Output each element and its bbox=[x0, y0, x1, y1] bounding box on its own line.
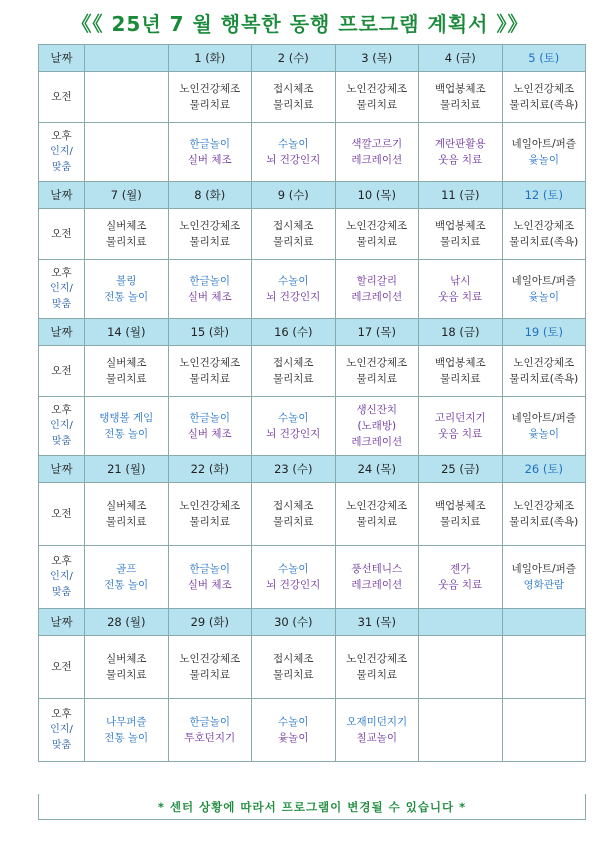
pm-cell bbox=[502, 123, 586, 182]
am-activity: 물리치료 bbox=[272, 236, 314, 248]
am-label: 오전 bbox=[39, 209, 85, 260]
pm-activity: 한글놀이 bbox=[189, 563, 231, 575]
pm-activity: 실버 체조 bbox=[187, 291, 232, 303]
am-activity: 실버체조 bbox=[105, 357, 147, 369]
pm-activity: 생신잔치 bbox=[356, 404, 398, 416]
am-activity: 접시체조 bbox=[272, 83, 314, 95]
am-activity: 노인건강체조 bbox=[179, 357, 241, 369]
am-activity: 물리치료 bbox=[272, 669, 314, 681]
pm-activity: 오재미던지기 bbox=[346, 716, 408, 728]
am-cell bbox=[335, 72, 419, 123]
am-activity: 물리치료 bbox=[356, 669, 398, 681]
date-cell: 30 (수) bbox=[252, 609, 336, 636]
pm-activity: 웃음 치료 bbox=[438, 579, 483, 591]
pm-activity: 실버 체조 bbox=[187, 579, 232, 591]
am-cell bbox=[419, 209, 503, 260]
date-cell: 22 (화) bbox=[168, 456, 252, 483]
pm-activity: 뇌 건강인지 bbox=[266, 291, 321, 303]
pm-activity: 볼링 bbox=[116, 275, 137, 287]
pm-row bbox=[39, 699, 586, 762]
pm-activity: 계란판활용 bbox=[434, 138, 486, 150]
date-cell: 1 (화) bbox=[168, 45, 252, 72]
date-cell: 31 (목) bbox=[335, 609, 419, 636]
am-activity: 노인건강체조 bbox=[346, 357, 408, 369]
pm-cell bbox=[168, 546, 252, 609]
pm-activity: 실버 체조 bbox=[187, 154, 232, 166]
am-label: 오전 bbox=[39, 346, 85, 397]
pm-sublabel: 인지/ bbox=[50, 283, 73, 294]
am-activity: 물리치료 bbox=[356, 99, 398, 111]
date-cell: 26 (토) bbox=[502, 456, 586, 483]
pm-activity: 네일아트/퍼즐 bbox=[511, 275, 576, 287]
am-activity: 물리치료 bbox=[439, 99, 481, 111]
am-cell bbox=[502, 346, 586, 397]
pm-sublabel: 인지/ bbox=[50, 146, 73, 157]
am-cell bbox=[168, 636, 252, 699]
am-activity: 노인건강체조 bbox=[513, 357, 575, 369]
date-cell: 5 (토) bbox=[502, 45, 586, 72]
date-label: 날짜 bbox=[39, 456, 85, 483]
am-cell bbox=[335, 636, 419, 699]
am-cell bbox=[168, 346, 252, 397]
pm-activity: 뇌 건강인지 bbox=[266, 428, 321, 440]
date-cell: 16 (수) bbox=[252, 319, 336, 346]
am-activity: 노인건강체조 bbox=[513, 220, 575, 232]
am-activity: 물리치료 bbox=[189, 373, 231, 385]
date-cell: 3 (목) bbox=[335, 45, 419, 72]
pm-cell bbox=[335, 699, 419, 762]
am-cell bbox=[85, 346, 169, 397]
pm-sublabel: 인지/ bbox=[50, 420, 73, 431]
pm-activity: 수놀이 bbox=[278, 138, 309, 150]
am-cell bbox=[335, 346, 419, 397]
pm-activity: 윷놀이 bbox=[528, 428, 559, 440]
pm-row bbox=[39, 260, 586, 319]
am-cell bbox=[419, 483, 503, 546]
pm-cell bbox=[85, 123, 169, 182]
pm-activity: 칠교놀이 bbox=[356, 732, 398, 744]
pm-row bbox=[39, 397, 586, 456]
date-cell: 10 (목) bbox=[335, 182, 419, 209]
date-row bbox=[39, 319, 586, 346]
am-activity: 노인건강체조 bbox=[513, 83, 575, 95]
date-cell bbox=[502, 609, 586, 636]
am-cell bbox=[85, 72, 169, 123]
am-row bbox=[39, 209, 586, 260]
page-title: 《《 25년 7 월 행복한 동행 프로그램 계획서 》》 bbox=[71, 12, 529, 36]
pm-activity: 네일아트/퍼즐 bbox=[511, 412, 576, 424]
pm-label bbox=[39, 546, 85, 609]
pm-label bbox=[39, 397, 85, 456]
pm-activity: 영화관람 bbox=[523, 579, 565, 591]
pm-activity: 레크레이션 bbox=[351, 154, 403, 166]
pm-activity: 수놀이 bbox=[278, 716, 309, 728]
am-cell bbox=[419, 636, 503, 699]
pm-activity: 전통 놀이 bbox=[104, 579, 149, 591]
pm-activity: 색깔고르기 bbox=[351, 138, 403, 150]
pm-cell bbox=[252, 397, 336, 456]
am-label: 오전 bbox=[39, 483, 85, 546]
pm-activity: 네일아트/퍼즐 bbox=[511, 563, 576, 575]
am-activity: 물리치료 bbox=[272, 99, 314, 111]
pm-cell bbox=[335, 123, 419, 182]
pm-cell bbox=[252, 699, 336, 762]
pm-activity: 뇌 건강인지 bbox=[266, 154, 321, 166]
am-cell bbox=[168, 209, 252, 260]
pm-activity: 전통 놀이 bbox=[104, 428, 149, 440]
am-activity: 물리치료(족욕) bbox=[509, 99, 579, 111]
am-cell bbox=[502, 483, 586, 546]
pm-label bbox=[39, 123, 85, 182]
pm-activity: 윷놀이 bbox=[528, 154, 559, 166]
pm-activity: 나무퍼즐 bbox=[105, 716, 147, 728]
date-cell: 14 (월) bbox=[85, 319, 169, 346]
am-cell bbox=[252, 209, 336, 260]
date-cell: 11 (금) bbox=[419, 182, 503, 209]
am-row bbox=[39, 72, 586, 123]
pm-activity: 수놀이 bbox=[278, 275, 309, 287]
am-activity: 물리치료 bbox=[272, 516, 314, 528]
am-activity: 물리치료 bbox=[439, 373, 481, 385]
pm-cell bbox=[335, 397, 419, 456]
am-row bbox=[39, 346, 586, 397]
pm-cell bbox=[335, 260, 419, 319]
am-activity: 접시체조 bbox=[272, 653, 314, 665]
pm-cell bbox=[85, 260, 169, 319]
date-cell: 28 (월) bbox=[85, 609, 169, 636]
am-activity: 물리치료 bbox=[272, 373, 314, 385]
date-cell: 12 (토) bbox=[502, 182, 586, 209]
date-cell: 19 (토) bbox=[502, 319, 586, 346]
date-cell: 25 (금) bbox=[419, 456, 503, 483]
date-cell bbox=[419, 609, 503, 636]
am-activity: 물리치료 bbox=[439, 516, 481, 528]
pm-label bbox=[39, 260, 85, 319]
am-activity: 노인건강체조 bbox=[179, 83, 241, 95]
pm-activity: 윷놀이 bbox=[528, 291, 559, 303]
pm-activity: 한글놀이 bbox=[189, 275, 231, 287]
pm-cell bbox=[168, 699, 252, 762]
pm-activity: 탱탱볼 게임 bbox=[99, 412, 154, 424]
date-cell: 2 (수) bbox=[252, 45, 336, 72]
pm-cell bbox=[502, 546, 586, 609]
pm-activity: 할리갈리 bbox=[356, 275, 398, 287]
pm-activity: 한글놀이 bbox=[189, 138, 231, 150]
date-row bbox=[39, 182, 586, 209]
am-activity: 노인건강체조 bbox=[346, 500, 408, 512]
am-activity: 노인건강체조 bbox=[179, 500, 241, 512]
am-cell bbox=[502, 209, 586, 260]
pm-row bbox=[39, 123, 586, 182]
date-cell bbox=[85, 45, 169, 72]
am-activity: 물리치료 bbox=[356, 373, 398, 385]
pm-activity: 투호던지기 bbox=[184, 732, 236, 744]
am-activity: 백업봉체조 bbox=[434, 220, 486, 232]
am-cell bbox=[168, 72, 252, 123]
pm-row bbox=[39, 546, 586, 609]
pm-sublabel: 맞춤 bbox=[51, 740, 72, 751]
am-activity: 물리치료(족욕) bbox=[509, 516, 579, 528]
am-row bbox=[39, 483, 586, 546]
date-row bbox=[39, 45, 586, 72]
am-activity: 물리치료 bbox=[189, 669, 231, 681]
footer-notice: * 센터 상황에 따라서 프로그램이 변경될 수 있습니다 * bbox=[38, 794, 586, 820]
am-activity: 실버체조 bbox=[105, 220, 147, 232]
am-activity: 실버체조 bbox=[105, 653, 147, 665]
pm-cell bbox=[502, 260, 586, 319]
pm-cell bbox=[168, 260, 252, 319]
am-label: 오전 bbox=[39, 636, 85, 699]
date-cell: 18 (금) bbox=[419, 319, 503, 346]
am-activity: 접시체조 bbox=[272, 500, 314, 512]
pm-activity: 한글놀이 bbox=[189, 716, 231, 728]
pm-activity: 레크레이션 bbox=[351, 291, 403, 303]
pm-sublabel: 맞춤 bbox=[51, 436, 72, 447]
pm-cell bbox=[502, 699, 586, 762]
pm-activity: 고리던지기 bbox=[434, 412, 486, 424]
pm-activity: 젠가 bbox=[450, 563, 471, 575]
pm-cell bbox=[168, 397, 252, 456]
pm-cell bbox=[502, 397, 586, 456]
pm-cell bbox=[85, 699, 169, 762]
am-activity: 접시체조 bbox=[272, 357, 314, 369]
date-cell: 23 (수) bbox=[252, 456, 336, 483]
am-activity: 백업봉체조 bbox=[434, 83, 486, 95]
pm-cell bbox=[335, 546, 419, 609]
pm-activity: 웃음 치료 bbox=[438, 428, 483, 440]
pm-activity: 골프 bbox=[116, 563, 137, 575]
am-activity: 접시체조 bbox=[272, 220, 314, 232]
am-activity: 물리치료 bbox=[189, 516, 231, 528]
am-activity: 노인건강체조 bbox=[179, 220, 241, 232]
pm-activity: 전통 놀이 bbox=[104, 291, 149, 303]
am-activity: 물리치료 bbox=[439, 236, 481, 248]
am-activity: 백업봉체조 bbox=[434, 500, 486, 512]
am-cell bbox=[85, 209, 169, 260]
am-activity: 물리치료 bbox=[356, 236, 398, 248]
pm-label-text: 오후 bbox=[51, 130, 72, 142]
am-cell bbox=[252, 636, 336, 699]
am-cell bbox=[252, 483, 336, 546]
pm-label-text: 오후 bbox=[51, 404, 72, 416]
am-activity: 물리치료 bbox=[105, 669, 147, 681]
am-cell bbox=[85, 636, 169, 699]
am-cell bbox=[335, 483, 419, 546]
am-cell bbox=[168, 483, 252, 546]
date-cell: 17 (목) bbox=[335, 319, 419, 346]
pm-sublabel: 맞춤 bbox=[51, 299, 72, 310]
pm-sublabel: 인지/ bbox=[50, 571, 73, 582]
am-cell bbox=[335, 209, 419, 260]
pm-activity: 한글놀이 bbox=[189, 412, 231, 424]
am-cell bbox=[252, 346, 336, 397]
date-label: 날짜 bbox=[39, 609, 85, 636]
pm-cell bbox=[419, 397, 503, 456]
am-cell bbox=[502, 636, 586, 699]
pm-cell bbox=[252, 123, 336, 182]
date-cell: 7 (월) bbox=[85, 182, 169, 209]
pm-cell bbox=[85, 546, 169, 609]
pm-activity: 실버 체조 bbox=[187, 428, 232, 440]
pm-label-text: 오후 bbox=[51, 708, 72, 720]
pm-activity: 뇌 건강인지 bbox=[266, 579, 321, 591]
date-cell: 4 (금) bbox=[419, 45, 503, 72]
pm-cell bbox=[252, 546, 336, 609]
am-row bbox=[39, 636, 586, 699]
pm-activity: 풍선테니스 bbox=[351, 563, 403, 575]
date-cell: 29 (화) bbox=[168, 609, 252, 636]
pm-cell bbox=[168, 123, 252, 182]
pm-sublabel: 맞춤 bbox=[51, 162, 72, 173]
am-activity: 물리치료(족욕) bbox=[509, 373, 579, 385]
date-cell: 8 (화) bbox=[168, 182, 252, 209]
am-cell bbox=[502, 72, 586, 123]
pm-activity: 레크레이션 bbox=[351, 579, 403, 591]
am-activity: 물리치료 bbox=[105, 236, 147, 248]
pm-activity: 웃음 치료 bbox=[438, 154, 483, 166]
pm-activity: 레크레이션 bbox=[351, 436, 403, 448]
am-label: 오전 bbox=[39, 72, 85, 123]
pm-cell bbox=[252, 260, 336, 319]
pm-sublabel: 맞춤 bbox=[51, 587, 72, 598]
am-cell bbox=[419, 72, 503, 123]
pm-activity: 웃음 치료 bbox=[438, 291, 483, 303]
am-activity: 물리치료 bbox=[189, 99, 231, 111]
am-activity: 백업봉체조 bbox=[434, 357, 486, 369]
pm-activity: 윷놀이 bbox=[278, 732, 309, 744]
date-row bbox=[39, 456, 586, 483]
date-cell: 9 (수) bbox=[252, 182, 336, 209]
date-cell: 21 (월) bbox=[85, 456, 169, 483]
pm-label-text: 오후 bbox=[51, 555, 72, 567]
am-activity: 물리치료(족욕) bbox=[509, 236, 579, 248]
am-activity: 노인건강체조 bbox=[179, 653, 241, 665]
pm-label-text: 오후 bbox=[51, 267, 72, 279]
am-cell bbox=[252, 72, 336, 123]
date-cell: 15 (화) bbox=[168, 319, 252, 346]
am-activity: 물리치료 bbox=[189, 236, 231, 248]
am-cell bbox=[419, 346, 503, 397]
date-label: 날짜 bbox=[39, 45, 85, 72]
pm-cell bbox=[419, 260, 503, 319]
am-activity: 노인건강체조 bbox=[346, 83, 408, 95]
pm-activity: 낚시 bbox=[450, 275, 471, 287]
pm-label bbox=[39, 699, 85, 762]
date-row bbox=[39, 609, 586, 636]
am-activity: 실버체조 bbox=[105, 500, 147, 512]
date-label: 날짜 bbox=[39, 182, 85, 209]
pm-activity: (노래방) bbox=[357, 420, 397, 432]
pm-cell bbox=[419, 546, 503, 609]
date-label: 날짜 bbox=[39, 319, 85, 346]
schedule-table bbox=[38, 44, 586, 762]
pm-activity: 수놀이 bbox=[278, 412, 309, 424]
am-activity: 노인건강체조 bbox=[346, 220, 408, 232]
pm-sublabel: 인지/ bbox=[50, 724, 73, 735]
am-activity: 물리치료 bbox=[105, 516, 147, 528]
date-cell: 24 (목) bbox=[335, 456, 419, 483]
pm-activity: 네일아트/퍼즐 bbox=[511, 138, 576, 150]
am-activity: 물리치료 bbox=[105, 373, 147, 385]
am-activity: 물리치료 bbox=[356, 516, 398, 528]
pm-activity: 전통 놀이 bbox=[104, 732, 149, 744]
pm-cell bbox=[85, 397, 169, 456]
am-activity: 노인건강체조 bbox=[346, 653, 408, 665]
am-activity: 노인건강체조 bbox=[513, 500, 575, 512]
pm-activity: 수놀이 bbox=[278, 563, 309, 575]
am-cell bbox=[85, 483, 169, 546]
pm-cell bbox=[419, 123, 503, 182]
pm-cell bbox=[419, 699, 503, 762]
